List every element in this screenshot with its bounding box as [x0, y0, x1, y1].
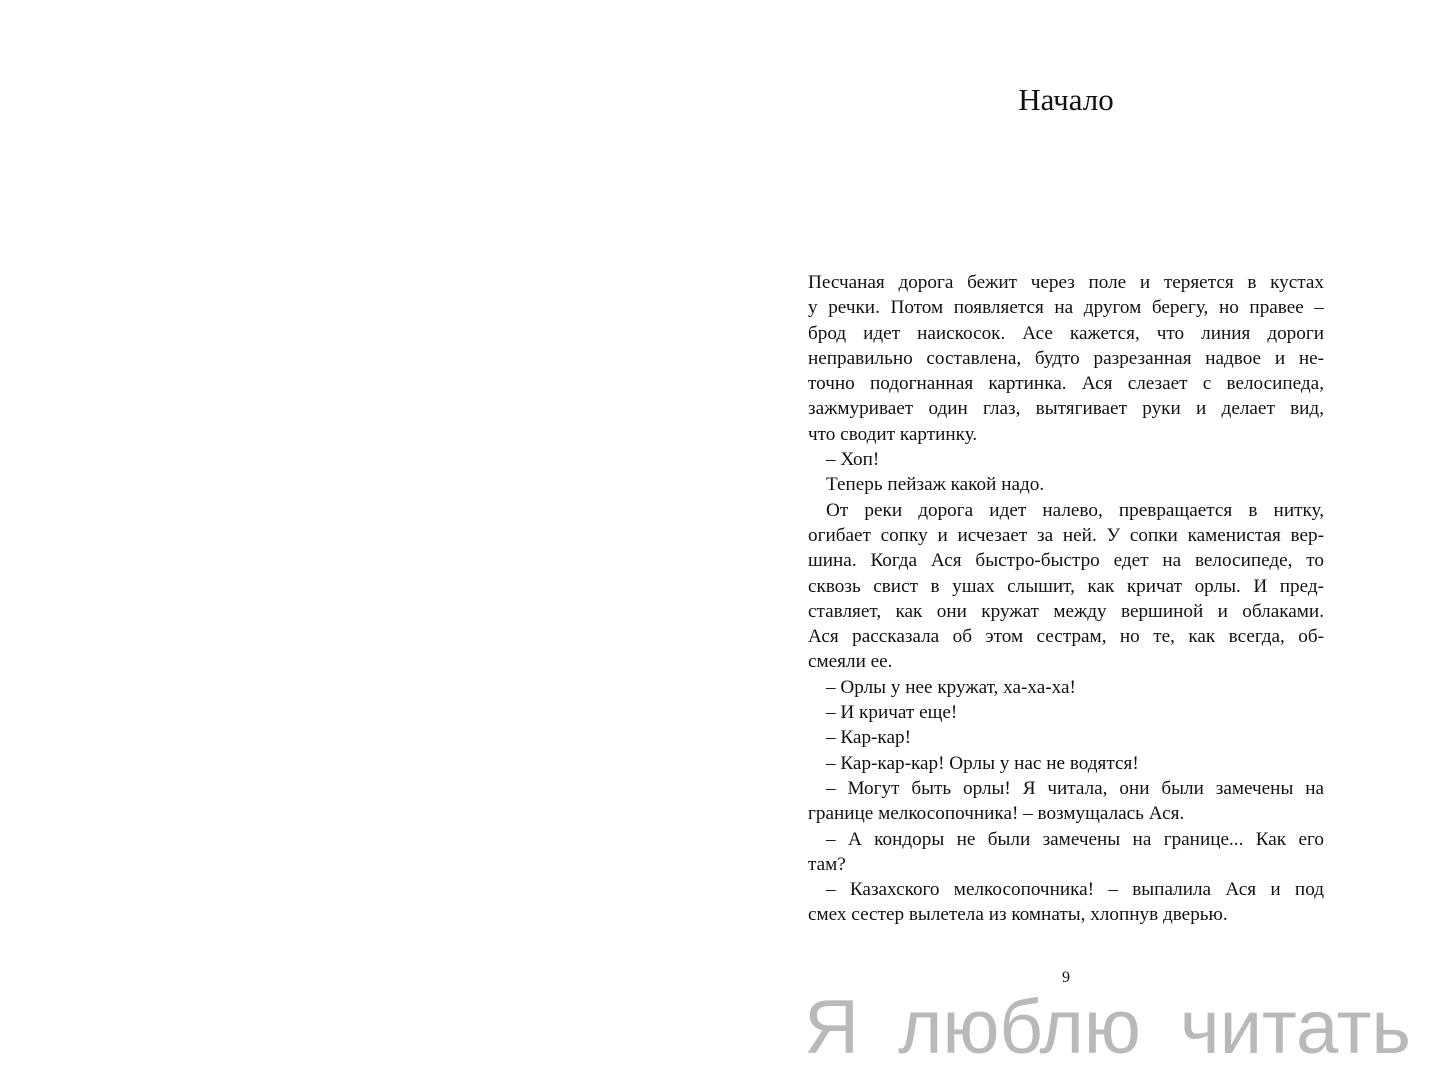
- text-line: шина. Когда Ася быстро-быстро едет на велосипеде, то: [808, 550, 1324, 572]
- text-line: точно подогнанная картинка. Ася слезает с велосипеда,: [808, 373, 1324, 395]
- chapter-body-text: [808, 270, 1324, 928]
- text-line: Песчаная дорога бежит через поле и теряется в кустах: [808, 272, 1324, 293]
- text-line: огибает сопку и исчезает за ней. У сопки каменистая вер-: [808, 524, 1324, 546]
- text-line: границе мелкосопочника! – возмущалась Ася.: [808, 803, 1185, 825]
- page-number: 9: [1062, 969, 1070, 986]
- dialogue-line: – И кричат еще!: [826, 702, 958, 724]
- dialogue-line: – Кар-кар-кар! Орлы у нас не водятся!: [826, 752, 1139, 774]
- text-line: От реки дорога идет налево, превращается в нитку,: [826, 499, 1324, 521]
- dialogue-line: – Кар-кар!: [826, 727, 911, 749]
- dialogue-line: – Орлы у нее кружат, ха-ха-ха!: [826, 676, 1076, 698]
- text-line: смеяли ее.: [808, 651, 893, 673]
- left-page-blank: [0, 0, 716, 1075]
- text-line: что сводит картинку.: [808, 423, 978, 445]
- text-line: брод идет наискосок. Асе кажется, что линия дороги: [808, 322, 1324, 344]
- text-line: там?: [808, 853, 846, 875]
- dialogue-line: – Хоп!: [826, 449, 880, 471]
- text-line: Теперь пейзаж какой надо.: [826, 474, 1045, 496]
- text-line: Ася рассказала об этом сестрам, но те, как всегда, об-: [808, 626, 1324, 648]
- text-line: зажмуривает один глаз, вытягивает руки и делает вид,: [808, 398, 1324, 420]
- text-line: неправильно составлена, будто разрезанная надвое и не-: [808, 347, 1324, 369]
- text-line: у речки. Потом появляется на другом берегу, но правее –: [808, 297, 1324, 319]
- dialogue-line: – А кондоры не были замечены на границе... Как его: [826, 828, 1324, 850]
- chapter-title: Начало: [1018, 82, 1114, 117]
- text-line: смех сестер вылетела из комнаты, хлопнув дверью.: [808, 904, 1228, 926]
- text-line: сквозь свист в ушах слышит, как кричат орлы. И пред-: [808, 575, 1324, 597]
- dialogue-line: – Могут быть орлы! Я читала, они были замечены на: [826, 777, 1324, 799]
- dialogue-line: – Казахского мелкосопочника! – выпалила Ася и под: [826, 879, 1324, 901]
- watermark-text: Я люблю читать: [804, 985, 1411, 1070]
- text-line: ставляет, как они кружат между вершиной и облаками.: [808, 600, 1324, 622]
